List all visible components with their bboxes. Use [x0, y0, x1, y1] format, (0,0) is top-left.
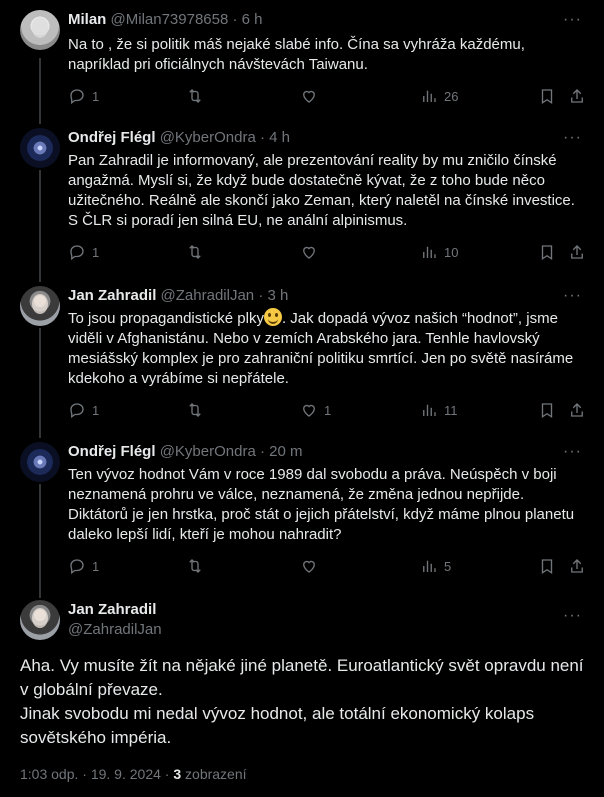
author-name[interactable]: Ondřej Flégl: [68, 443, 156, 460]
main-tweet-paragraph: Jinak svobodu mi nedal vývoz hodnot, ale totální ekonomický kolaps sovětského impéria.: [20, 704, 535, 747]
main-tweet-text: [20, 654, 590, 750]
avatar[interactable]: [20, 128, 60, 168]
tweet-text-part: . Jak dopadá vývoz našich “hodnot”, jsme viděli v Afghanistánu. Nebo v zemích Arabského jara. Tenhle havlovský mesiášský komplex je pro zahraniční politiku smrtící. Jen po světě nasíráme kdekoho a vyrábíme si nepřátele.: [68, 310, 574, 387]
views-icon: [420, 401, 438, 419]
reply-icon: [68, 557, 86, 575]
tweet-actions: [68, 86, 588, 106]
share-button[interactable]: [568, 86, 586, 106]
reply-button[interactable]: [68, 400, 99, 420]
bookmark-button[interactable]: [538, 556, 556, 576]
tweet-footer: [20, 766, 247, 782]
views-total: 3: [173, 766, 182, 782]
bookmark-icon: [538, 557, 556, 575]
views-count: 10: [444, 244, 459, 260]
like-count: 1: [324, 402, 332, 418]
retweet-icon: [186, 87, 204, 105]
tweet-time[interactable]: · 3 h: [258, 287, 289, 304]
share-icon: [568, 243, 586, 261]
views-count: 11: [444, 402, 458, 418]
more-icon[interactable]: ···: [563, 443, 582, 460]
tweet-actions: [68, 400, 588, 420]
author-name[interactable]: Ondřej Flégl: [68, 129, 156, 146]
tweet-header: [68, 10, 263, 30]
views-icon: [420, 243, 438, 261]
author-handle[interactable]: @ZahradilJan: [68, 621, 162, 638]
like-icon: [300, 243, 318, 261]
like-icon: [300, 401, 318, 419]
share-button[interactable]: [568, 400, 586, 420]
thread-line: [39, 58, 41, 124]
grinning-emoji-icon: [264, 308, 282, 326]
reply-icon: [68, 87, 86, 105]
more-icon[interactable]: ···: [563, 11, 582, 28]
main-tweet-handle: [68, 620, 162, 640]
views-button[interactable]: [420, 242, 458, 262]
tweet-text: Pan Zahradil je informovaný, ale prezentování reality by mu zničilo čínské angažmá. Myslí si, že když bude dostatečně kývat, že z toho bude něco užitečného. Reálně ale skončí jako Zeman, který naletěl na čínské investice. S ČLR si poradí jen silná EU, ne anální alpinismus.: [68, 152, 575, 229]
avatar[interactable]: [20, 442, 60, 482]
thread-line: [39, 170, 41, 282]
share-button[interactable]: [568, 242, 586, 262]
like-button[interactable]: [300, 86, 318, 106]
tweet-header: [68, 442, 302, 462]
reply-button[interactable]: [68, 556, 99, 576]
tweet-timestamp[interactable]: 1:03 odp. · 19. 9. 2024 ·: [20, 766, 174, 782]
reply-icon: [68, 401, 86, 419]
retweet-icon: [186, 557, 204, 575]
views-button[interactable]: [420, 86, 458, 106]
avatar[interactable]: [20, 286, 60, 326]
tweet-time[interactable]: · 20 m: [259, 443, 303, 460]
views-icon: [420, 557, 438, 575]
bookmark-icon: [538, 87, 556, 105]
bookmark-icon: [538, 243, 556, 261]
tweet-time[interactable]: · 6 h: [232, 11, 263, 28]
main-tweet-paragraph: Aha. Vy musíte žít na nějaké jiné planetě. Euroatlantický svět opravdu není v globální převaze.: [20, 656, 584, 699]
like-button[interactable]: [300, 556, 318, 576]
like-icon: [300, 87, 318, 105]
reply-count: 1: [92, 558, 100, 574]
share-icon: [568, 87, 586, 105]
author-handle[interactable]: @KyberOndra: [159, 129, 256, 146]
reply-icon: [68, 243, 86, 261]
tweet-text: Ten vývoz hodnot Vám v roce 1989 dal svobodu a práva. Neúspěch v boji neznamená prohru ve válce, neznamená, že změna jednou nepřijde. Diktátorů je jen hrstka, proč stát o jejich přátelství, když máme plnou planetu daleko lepší lidí, kteří je mohou nahradit?: [68, 466, 575, 543]
retweet-button[interactable]: [186, 242, 204, 262]
reply-count: 1: [92, 244, 100, 260]
retweet-icon: [186, 243, 204, 261]
tweet-text: Na to , že si politik máš nejaké slabé info. Čína sa vyhráža každému, napríklad pri oficiálnych návštevách Taiwanu.: [68, 36, 525, 73]
reply-button[interactable]: [68, 86, 99, 106]
views-label: zobrazení: [181, 766, 247, 782]
views-icon: [420, 87, 438, 105]
avatar[interactable]: [20, 10, 60, 50]
tweet-text: [68, 308, 588, 389]
avatar[interactable]: [20, 600, 60, 640]
thread-line: [39, 484, 41, 598]
reply-button[interactable]: [68, 242, 99, 262]
tweet-text-part: To jsou propagandistické plky: [68, 310, 264, 327]
tweet-header: [68, 128, 290, 148]
share-button[interactable]: [568, 556, 586, 576]
views-count: 5: [444, 558, 452, 574]
share-icon: [568, 557, 586, 575]
share-icon: [568, 401, 586, 419]
author-name[interactable]: Jan Zahradil: [68, 287, 157, 304]
more-icon[interactable]: ···: [563, 607, 582, 624]
author-name[interactable]: Jan Zahradil: [68, 601, 157, 618]
retweet-button[interactable]: [186, 400, 204, 420]
bookmark-button[interactable]: [538, 242, 556, 262]
tweet-actions: [68, 556, 588, 576]
bookmark-button[interactable]: [538, 400, 556, 420]
views-count: 26: [444, 88, 459, 104]
bookmark-button[interactable]: [538, 86, 556, 106]
main-tweet-name: [68, 600, 156, 620]
retweet-icon: [186, 401, 204, 419]
reply-count: 1: [92, 88, 100, 104]
tweet-actions: [68, 242, 588, 262]
author-handle[interactable]: @ZahradilJan: [160, 287, 255, 304]
author-handle[interactable]: @KyberOndra: [159, 443, 256, 460]
retweet-button[interactable]: [186, 86, 204, 106]
more-icon[interactable]: ···: [563, 129, 582, 146]
views-button[interactable]: [420, 556, 451, 576]
like-icon: [300, 557, 318, 575]
tweet-time[interactable]: · 4 h: [259, 129, 290, 146]
views-button[interactable]: [420, 400, 458, 420]
thread-line: [39, 328, 41, 438]
reply-count: 1: [92, 402, 100, 418]
like-button[interactable]: [300, 242, 318, 262]
bookmark-icon: [538, 401, 556, 419]
like-button[interactable]: [300, 400, 331, 420]
more-icon[interactable]: ···: [563, 287, 582, 304]
author-handle[interactable]: @Milan73978658: [110, 11, 229, 28]
author-name[interactable]: Milan: [68, 11, 107, 28]
tweet-header: [68, 286, 288, 306]
retweet-button[interactable]: [186, 556, 204, 576]
